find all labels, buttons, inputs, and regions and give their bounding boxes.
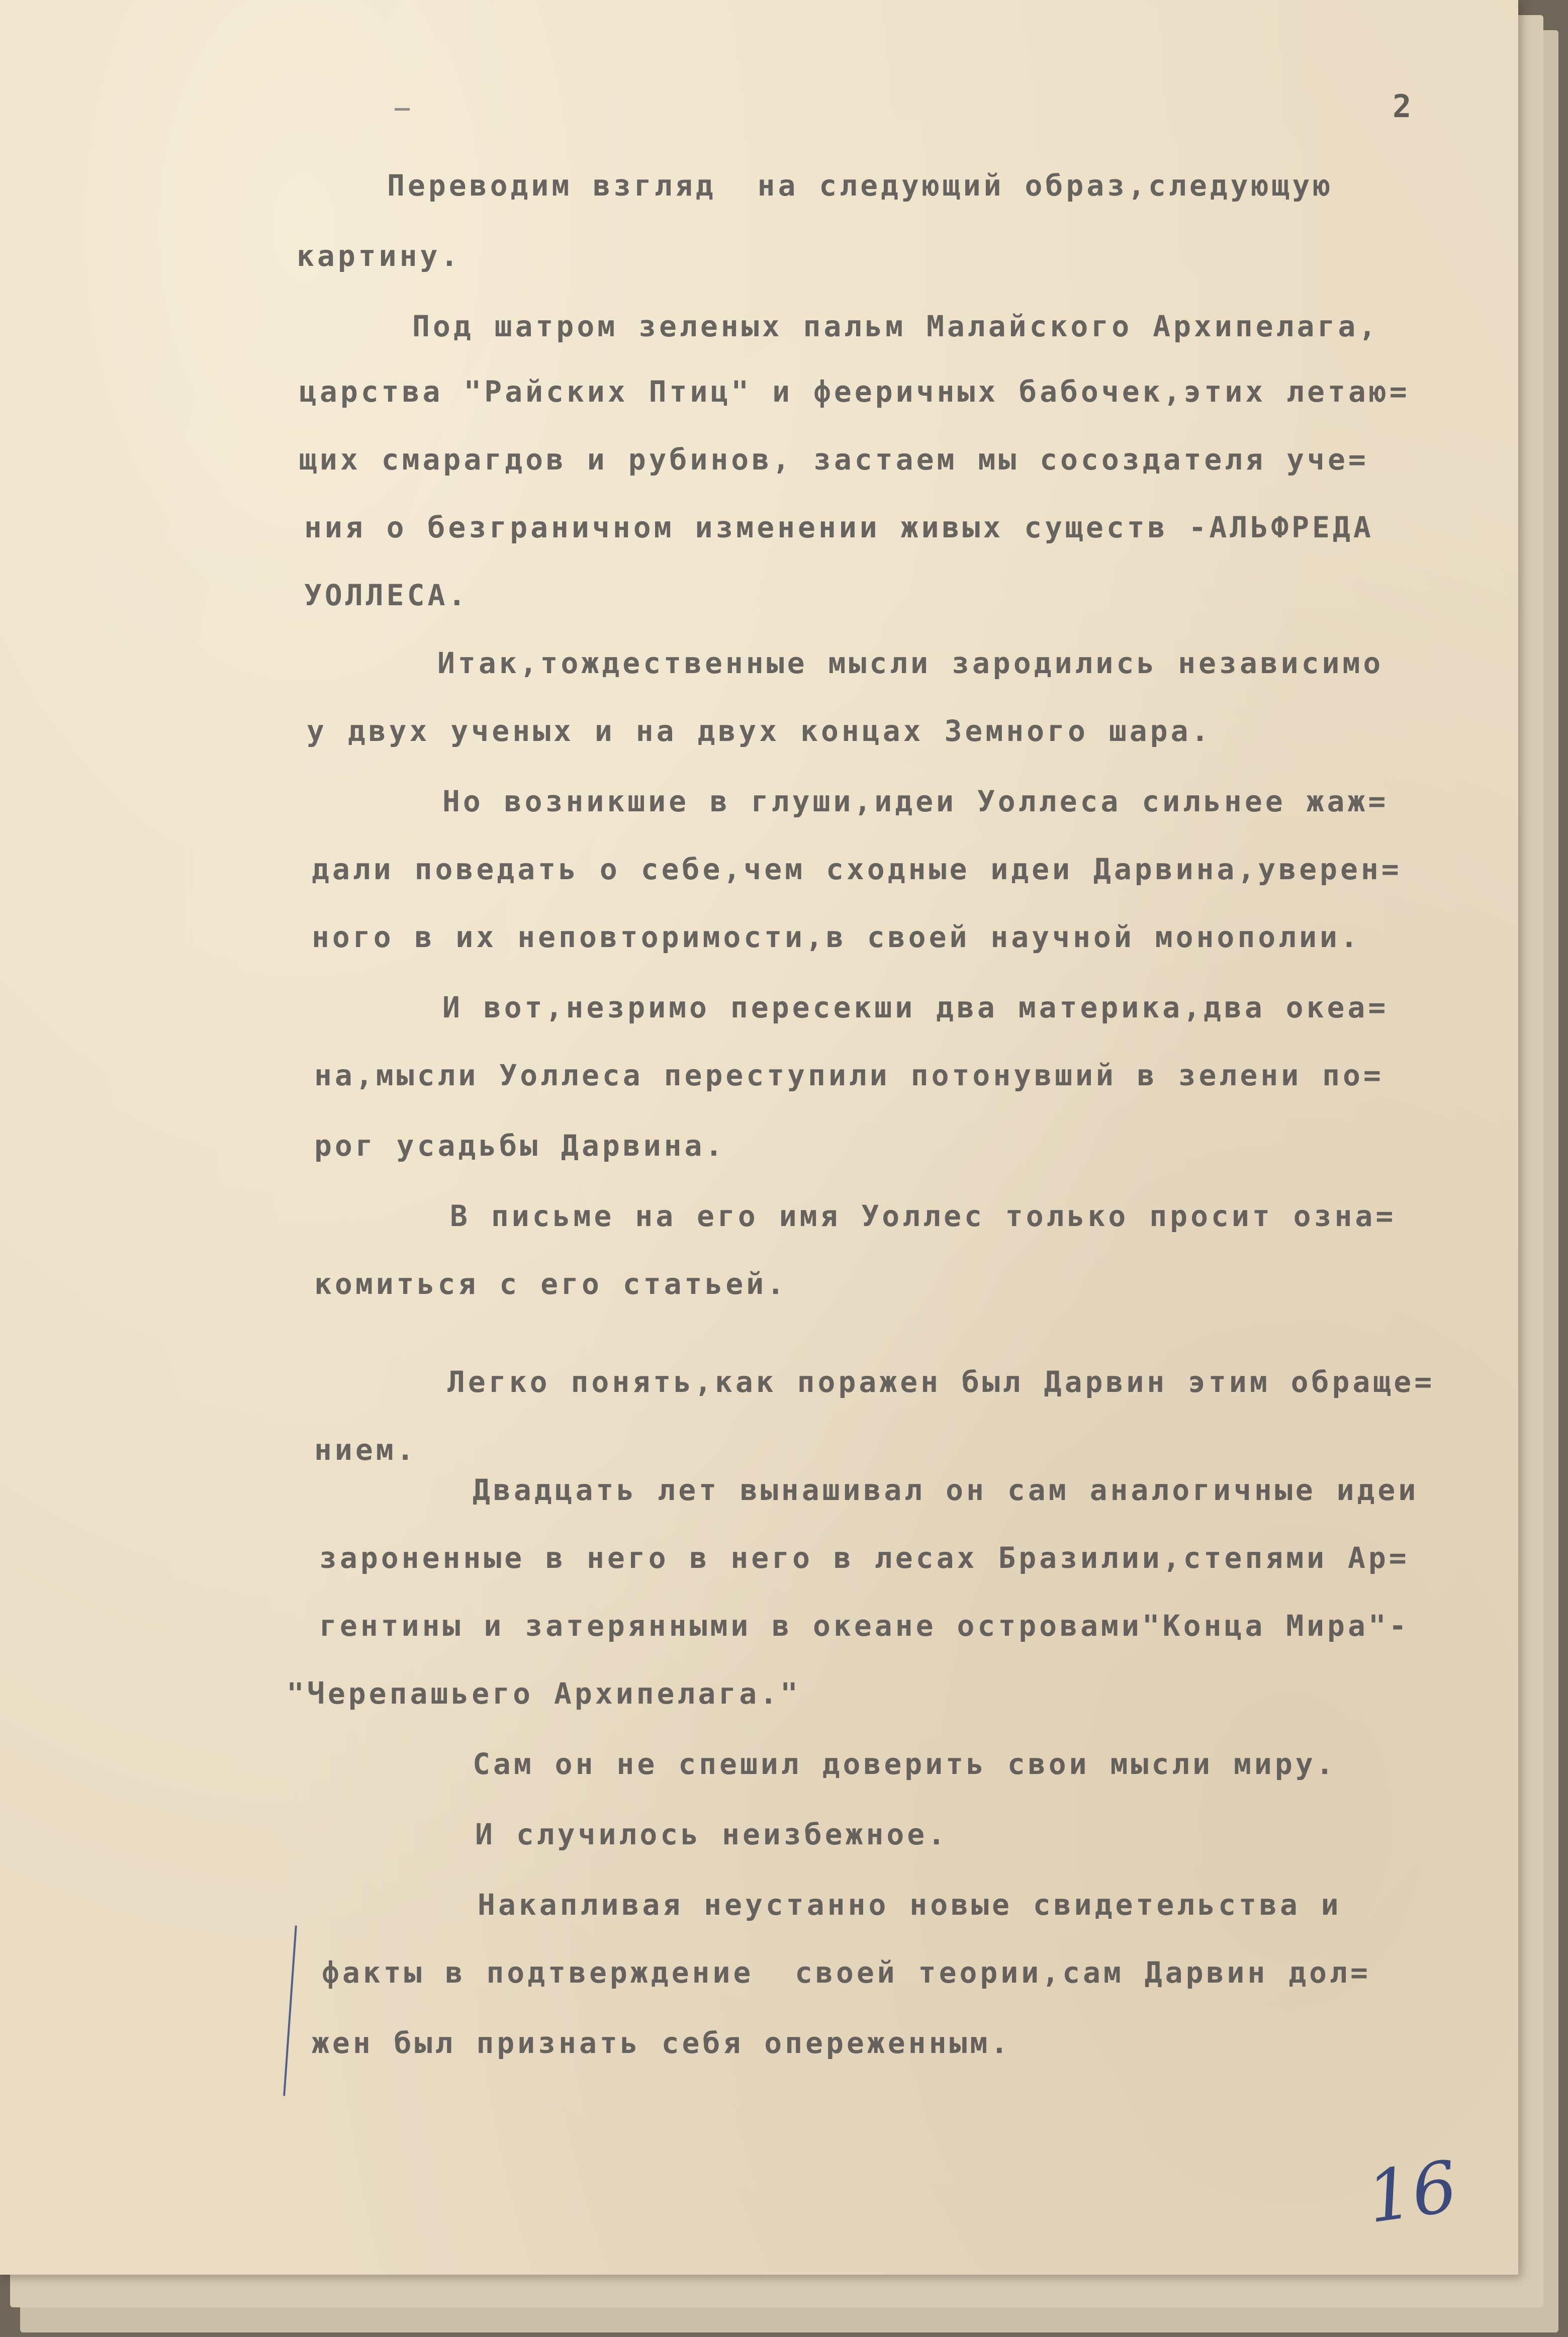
text-line-7: УОЛЛЕСА. (304, 578, 469, 612)
text-line-24: Сам он не спешил доверить свои мысли миру. (473, 1747, 1337, 1781)
margin-pencil-mark (283, 1925, 297, 2096)
text-line-18: Легко понять,как поражен был Дарвин этим обраще= (447, 1365, 1435, 1399)
text-line-6: ния о безграничном изменении живых существ -АЛЬФРЕДА (304, 510, 1374, 544)
archive-page-number: 16 (1362, 2145, 1462, 2239)
text-line-4: царства "Райских Птиц" и фееричных бабочек,этих летаю= (299, 375, 1410, 409)
text-line-12: ного в их неповторимости,в своей научной монополии. (312, 920, 1361, 954)
text-line-22: гентины и затерянными в океане островами"Конца Мира"- (319, 1609, 1410, 1643)
text-line-27: факты в подтверждение своей теории,сам Дарвин дол= (322, 1955, 1371, 1990)
text-line-26: Накапливая неустанно новые свидетельства и (478, 1888, 1342, 1922)
text-line-16: В письме на его имя Уоллес только просит озна= (450, 1199, 1397, 1233)
text-line-23: "Черепашьего Архипелага." (287, 1676, 801, 1711)
page-number: 2 (1393, 88, 1412, 125)
text-line-2: картину. (297, 239, 462, 273)
text-line-3: Под шатром зеленых пальм Малайского Архипелага, (412, 309, 1379, 343)
text-line-1: Переводим взгляд на следующий образ,следующую (387, 168, 1334, 203)
text-line-9: у двух ученых и на двух концах Земного шара. (307, 714, 1212, 748)
text-line-19: нием. (314, 1433, 417, 1467)
text-line-21: зароненные в него в него в лесах Бразилии,степями Ар= (319, 1541, 1410, 1575)
text-line-10: Но возникшие в глуши,идеи Уоллеса сильнее жаж= (442, 784, 1389, 818)
text-line-20: Двадцать лет вынашивал он сам аналогичные идеи (473, 1473, 1419, 1507)
text-line-13: И вот,незримо пересекши два материка,два океа= (442, 990, 1389, 1024)
text-line-5: щих смарагдов и рубинов, застаем мы сосоздателя уче= (299, 442, 1369, 477)
text-line-11: дали поведать о себе,чем сходные идеи Дарвина,уверен= (312, 852, 1402, 886)
top-dash-mark (395, 108, 410, 111)
text-line-15: рог усадьбы Дарвина. (314, 1129, 726, 1163)
text-line-14: на,мысли Уоллеса переступили потонувший в зелени по= (314, 1058, 1384, 1092)
text-line-8: Итак,тождественные мысли зародились независимо (437, 646, 1384, 680)
text-line-17: комиться с его статьей. (314, 1267, 788, 1301)
text-line-28: жен был признать себя опереженным. (312, 2026, 1011, 2060)
text-line-25: И случилось неизбежное. (475, 1817, 949, 1851)
